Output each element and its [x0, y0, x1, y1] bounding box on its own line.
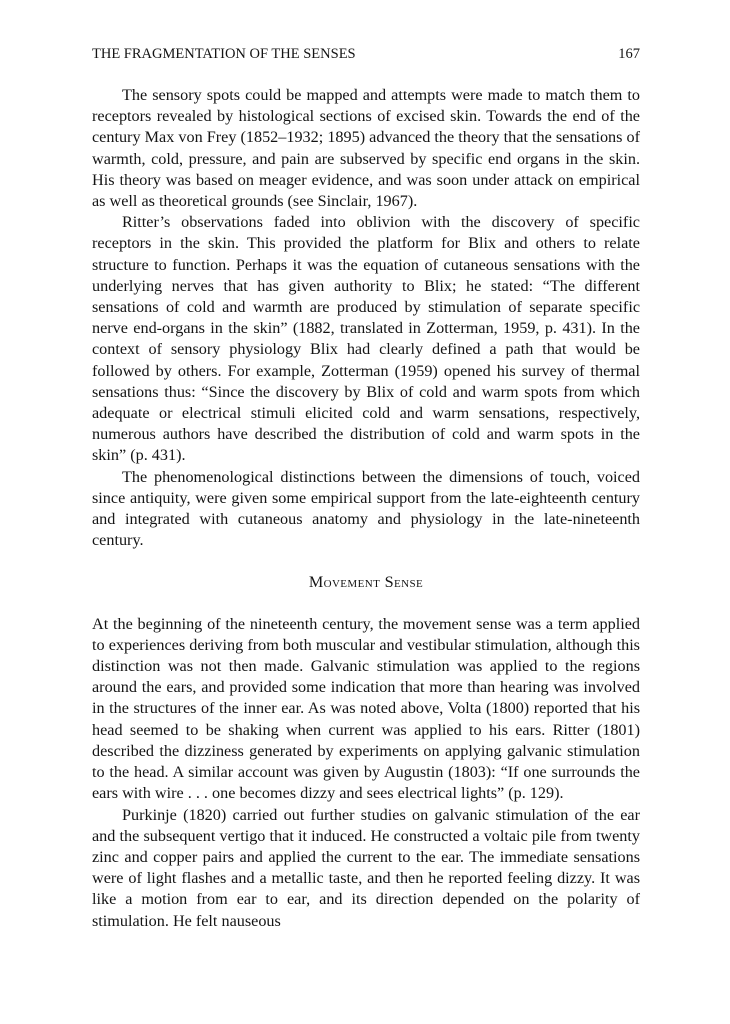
paragraph-sensory-spots: The sensory spots could be mapped and attempts were made to match them to receptors revealed by histological sections of excised skin. Towards the end of the century Max von Frey (1852–1932; 1895) advanced the theory that the sensations of warmth, cold, pressure, and pain are subserved by specific end organs in the skin. His theory was based on meager evidence, and was soon under attack on empirical as well as theoretical grounds (see Sinclair, 1967).	[92, 86, 640, 211]
running-head-title: THE FRAGMENTATION OF THE SENSES	[92, 46, 356, 62]
paragraph-phenomenological: The phenomenological distinctions between the dimensions of touch, voiced since antiquity, were given some empirical support from the late-eighteenth century and integrated with cutaneous anatomy and physiology in the late-nineteenth century.	[92, 467, 640, 550]
paragraph-ritter-blix: Ritter’s observations faded into oblivion with the discovery of specific receptors in the skin. This provided the platform for Blix and others to relate structure to function. Perhaps it was the equation of cutaneous sensations with the underlying nerves that has given authority to Blix; he stated: “The different sensations of cold and warmth are produced by stimulation of separate specific nerve end-organs in the skin” (1882, translated in Zotterman, 1959, p. 431). In the context of sensory physiology Blix had clearly defined a path that would be followed by others. For example, Zotterman (1959) opened his survey of thermal sensations thus: “Since the discovery by Blix of cold and warm spots from which adequate or electrical stimuli elicited cold and warm sensations, respectively, numerous authors have described the distribution of cold and warm spots in the skin” (p. 431).	[92, 213, 640, 465]
running-head	[92, 46, 640, 66]
paragraph-movement-sense: At the beginning of the nineteenth century, the movement sense was a term applied to experiences deriving from both muscular and vestibular stimulation, although this distinction was not then made. Galvanic stimulation was applied to the regions around the ears, and provided some indication that more than hearing was involved in the structures of the inner ear. As was noted above, Volta (1800) reported that his head seemed to be shaking when current was applied to his ears. Ritter (1801) described the dizziness generated by experiments on applying galvanic stimulation to the head. A similar account was given by Augustin (1803): “If one surrounds the ears with wire . . . one becomes dizzy and sees electrical lights” (p. 129).	[92, 614, 640, 803]
paragraph-purkinje: Purkinje (1820) carried out further studies on galvanic stimulation of the ear and the subsequent vertigo that it induced. He constructed a voltaic pile from twenty zinc and copper pairs and applied the current to the ear. The immediate sensations were of light flashes and a metallic taste, and then he reported feeling dizzy. It was like a motion from ear to ear, and its direction depended on the polarity of stimulation. He felt nauseous	[92, 805, 640, 930]
section-heading: Movement Sense	[308, 573, 424, 592]
body-text	[92, 85, 640, 932]
page-number: 167	[618, 46, 640, 62]
